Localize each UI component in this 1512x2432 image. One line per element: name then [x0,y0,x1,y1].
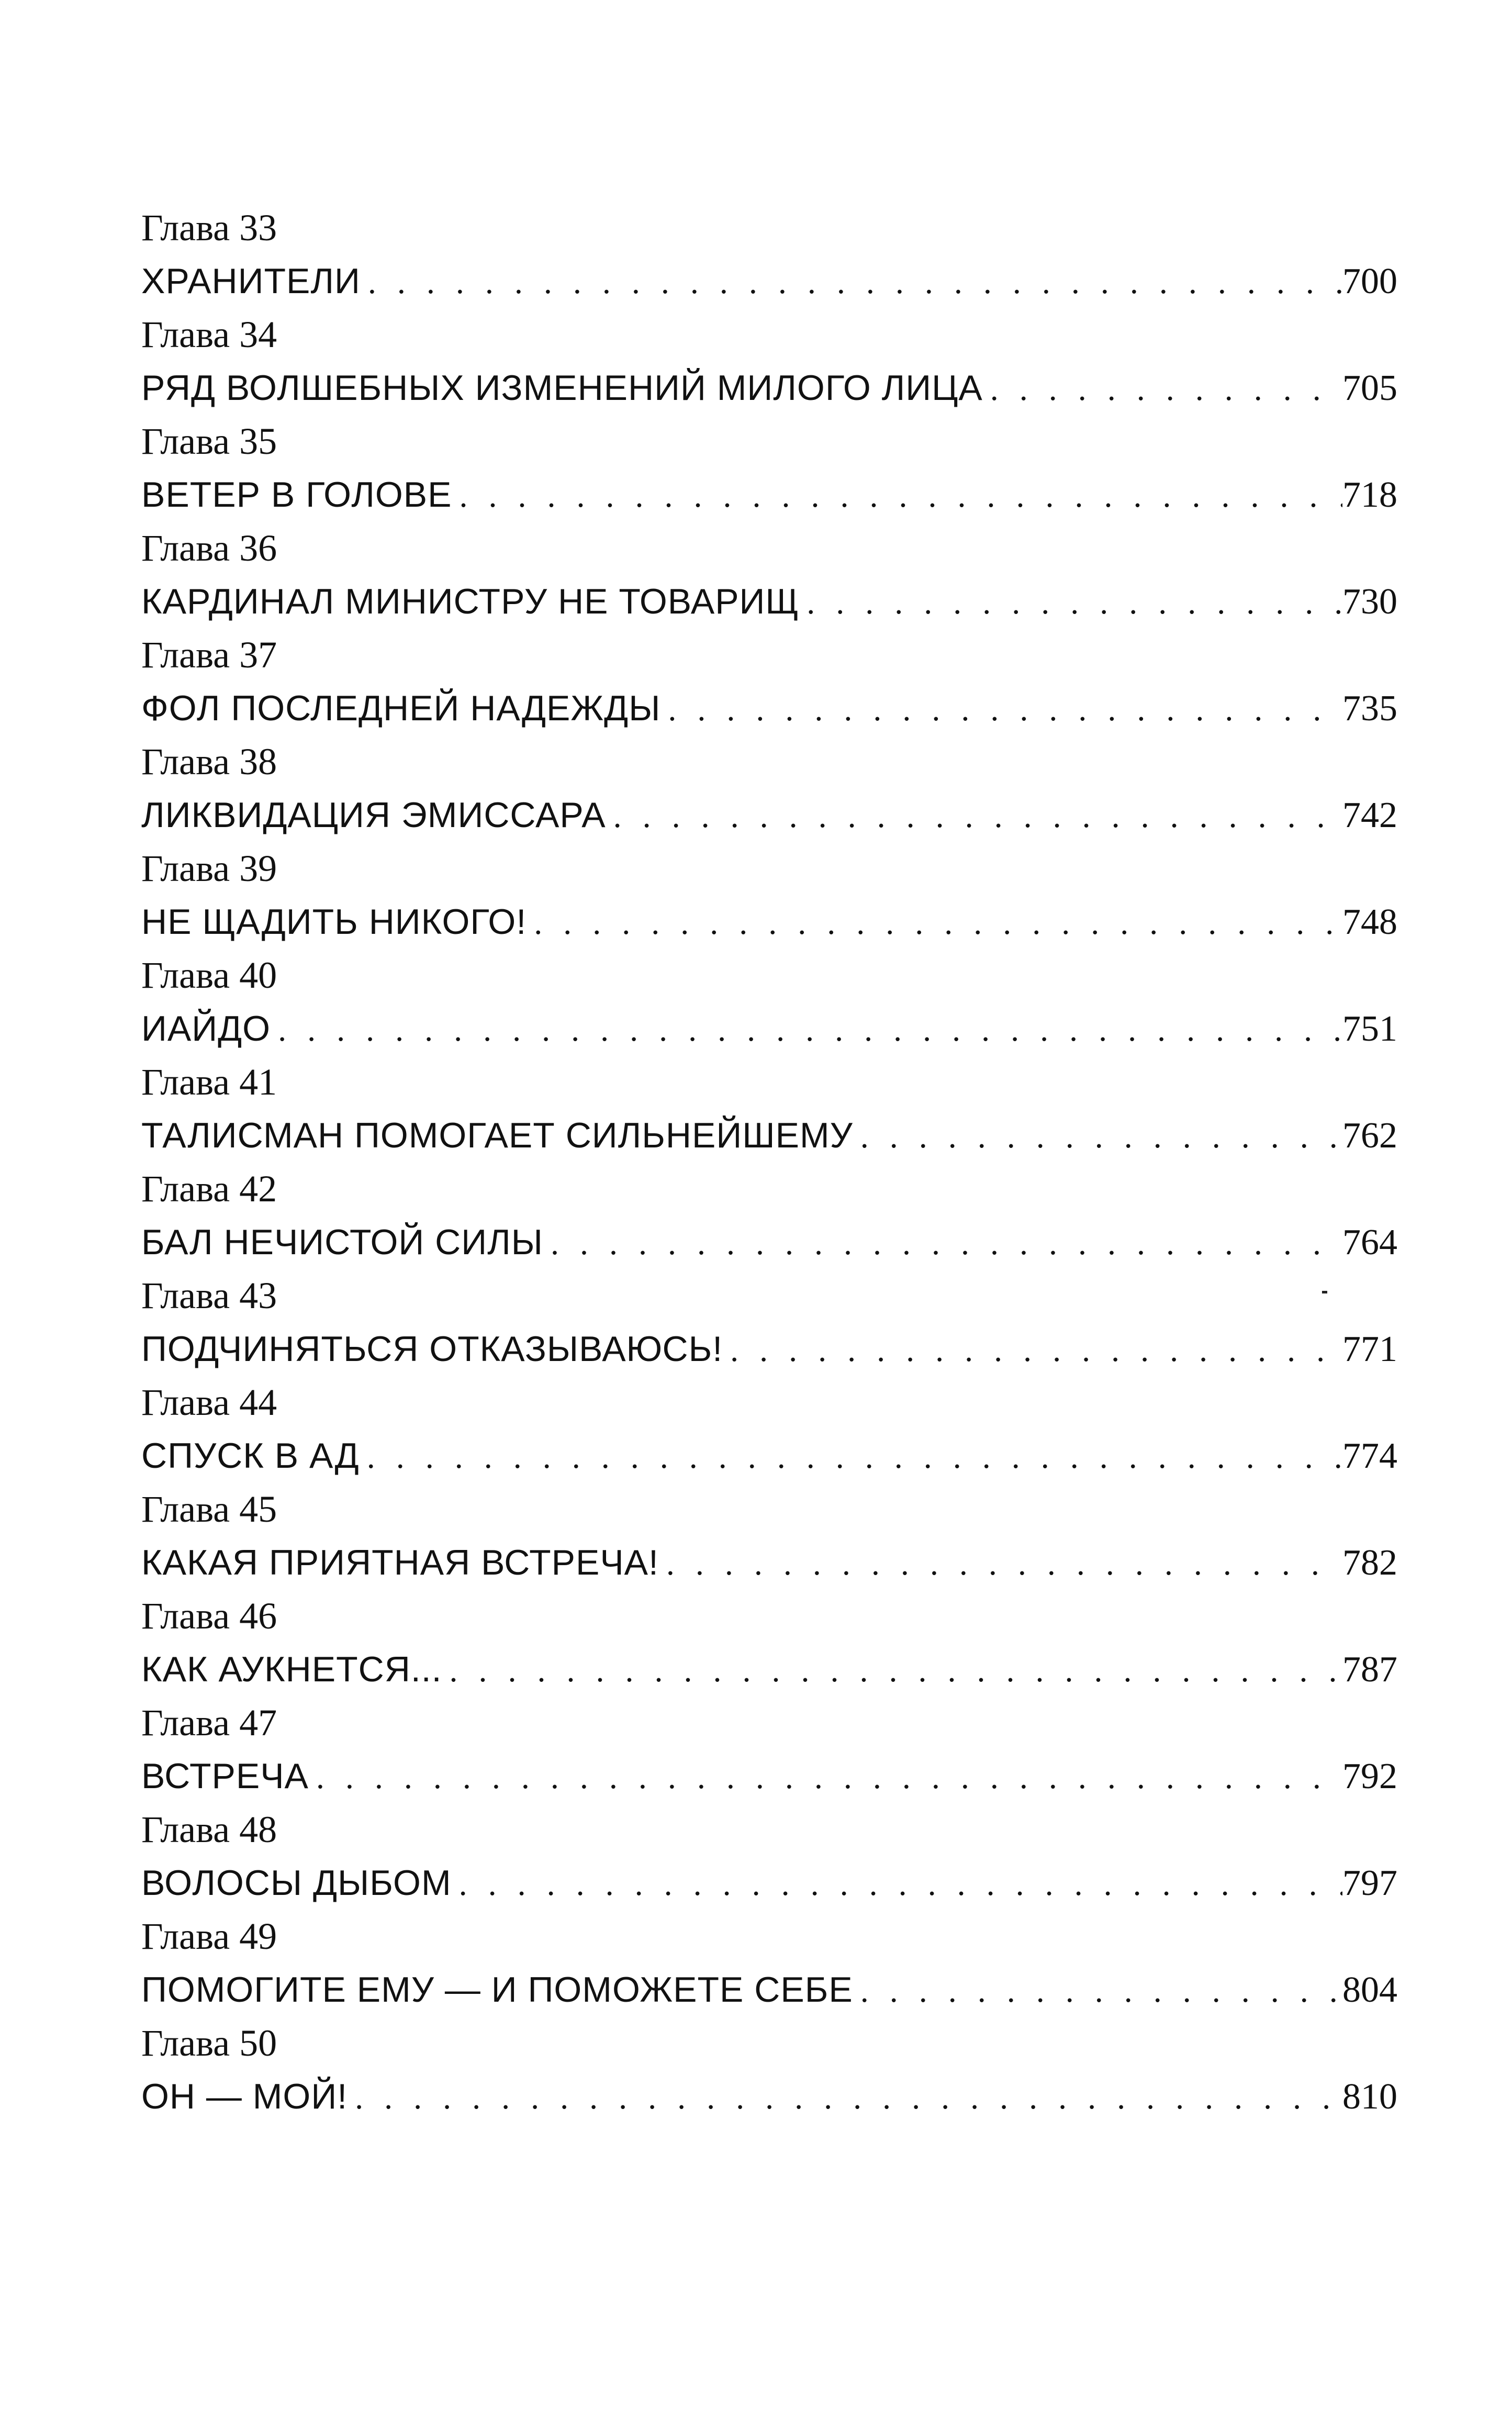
chapter-title: КАРДИНАЛ МИНИСТРУ НЕ ТОВАРИЩ [141,582,800,621]
chapter-title: КАК АУКНЕТСЯ... [141,1649,442,1689]
page-number: 797 [1342,1863,1397,1903]
chapter-title: ВСТРЕЧА [141,1756,309,1796]
chapter-label: Глава 34 [141,314,277,355]
chapter-title: ВОЛОСЫ ДЫБОМ [141,1863,452,1903]
toc-entry [141,1163,1397,1269]
toc-entry [141,202,1397,308]
toc-entry [141,735,1397,842]
chapter-title: БАЛ НЕЧИСТОЙ СИЛЫ [141,1222,543,1262]
chapter-label: Глава 43 [141,1275,277,1317]
chapter-title: ОН — МОЙ! [141,2077,348,2116]
dot-leader [659,1536,1342,1591]
toc-entry [141,949,1397,1056]
chapter-title-line [141,1322,1397,1376]
chapter-title-line [141,467,1397,522]
toc-entry [141,1376,1397,1483]
chapter-title: ТАЛИСМАН ПОМОГАЕТ СИЛЬНЕЙШЕМУ [141,1115,853,1155]
chapter-title-line [141,2069,1397,2124]
page-number: 804 [1342,1970,1397,2010]
chapter-label: Глава 49 [141,1915,277,1957]
chapter-title: СПУСК В АД [141,1436,360,1476]
chapter-title-line [141,1962,1397,2017]
page-number: 730 [1342,582,1397,622]
chapter-title: НЕ ЩАДИТЬ НИКОГО! [141,902,527,942]
toc-entry [141,1803,1397,1910]
dot-leader [309,1750,1342,1804]
dot-leader [799,575,1342,630]
chapter-label: Глава 37 [141,634,277,676]
toc-entry [141,1056,1397,1163]
chapter-title-line [141,1108,1397,1163]
table-of-contents [141,202,1397,2124]
toc-entry [141,2017,1397,2124]
chapter-title-line [141,1215,1397,1269]
dot-leader [983,362,1342,416]
chapter-title-line [141,1749,1397,1803]
toc-entry [141,308,1397,415]
page-number: 792 [1342,1756,1397,1797]
chapter-label: Глава 36 [141,527,277,569]
page-number: 705 [1342,368,1397,408]
dot-leader [348,2070,1342,2125]
dot-leader [360,1430,1342,1484]
chapter-label: Глава 42 [141,1168,277,1210]
dot-leader [853,1964,1342,2018]
chapter-label: Глава 38 [141,741,277,783]
chapter-title-line [141,1856,1397,1910]
chapter-title: ВЕТЕР В ГОЛОВЕ [141,475,452,515]
chapter-title: ИАЙДО [141,1009,271,1048]
chapter-title-line [141,254,1397,308]
chapter-title-line [141,681,1397,735]
chapter-title: КАКАЯ ПРИЯТНАЯ ВСТРЕЧА! [141,1543,659,1582]
chapter-label: Глава 40 [141,954,277,996]
toc-entry [141,415,1397,522]
page-number: 742 [1342,795,1397,835]
chapter-title-line [141,1001,1397,1056]
page-number: 810 [1342,2077,1397,2117]
chapter-title-line [141,574,1397,629]
dot-leader [271,1002,1342,1057]
dot-leader [527,896,1342,950]
toc-entry [141,1910,1397,2017]
chapter-label: Глава 45 [141,1488,277,1530]
dot-leader [723,1323,1342,1377]
chapter-title: ЛИКВИДАЦИЯ ЭМИССАРА [141,795,606,835]
toc-entry [141,1590,1397,1697]
print-speck [1322,1291,1327,1293]
page-number: 774 [1342,1436,1397,1476]
page-number: 751 [1342,1009,1397,1049]
chapter-title: ПОМОГИТЕ ЕМУ — И ПОМОЖЕТЕ СЕБЕ [141,1970,853,2010]
dot-leader [442,1643,1342,1698]
page-number: 762 [1342,1115,1397,1156]
chapter-label: Глава 48 [141,1809,277,1850]
page-number: 700 [1342,261,1397,302]
page-number: 771 [1342,1329,1397,1369]
toc-entry [141,1483,1397,1590]
page-number: 748 [1342,902,1397,942]
chapter-title: ФОЛ ПОСЛЕДНЕЙ НАДЕЖДЫ [141,688,661,728]
dot-leader [660,682,1342,737]
chapter-label: Глава 50 [141,2022,277,2064]
chapter-label: Глава 33 [141,207,277,249]
toc-entry [141,842,1397,949]
dot-leader [543,1216,1342,1270]
page-number: 787 [1342,1649,1397,1690]
chapter-title-line [141,895,1397,949]
dot-leader [853,1109,1342,1164]
chapter-label: Глава 35 [141,420,277,462]
dot-leader [606,789,1342,843]
page-number: 718 [1342,475,1397,515]
chapter-title-line [141,1429,1397,1483]
chapter-label: Глава 39 [141,847,277,889]
chapter-title-line [141,1642,1397,1697]
chapter-title-line [141,788,1397,842]
chapter-label: Глава 47 [141,1702,277,1744]
page-number: 735 [1342,688,1397,729]
dot-leader [452,1857,1342,1911]
chapter-title: ПОДЧИНЯТЬСЯ ОТКАЗЫВАЮСЬ! [141,1329,723,1369]
toc-entry [141,629,1397,735]
page-number: 782 [1342,1543,1397,1583]
chapter-title: ХРАНИТЕЛИ [141,261,361,301]
chapter-title-line [141,1535,1397,1590]
dot-leader [361,255,1342,309]
toc-entry [141,522,1397,629]
chapter-label: Глава 46 [141,1595,277,1637]
toc-entry [141,1697,1397,1803]
chapter-label: Глава 41 [141,1061,277,1103]
toc-entry [141,1269,1397,1376]
chapter-label: Глава 44 [141,1381,277,1423]
chapter-title: РЯД ВОЛШЕБНЫХ ИЗМЕНЕНИЙ МИЛОГО ЛИЦА [141,368,983,408]
dot-leader [452,468,1342,523]
chapter-title-line [141,361,1397,415]
page-number: 764 [1342,1222,1397,1263]
